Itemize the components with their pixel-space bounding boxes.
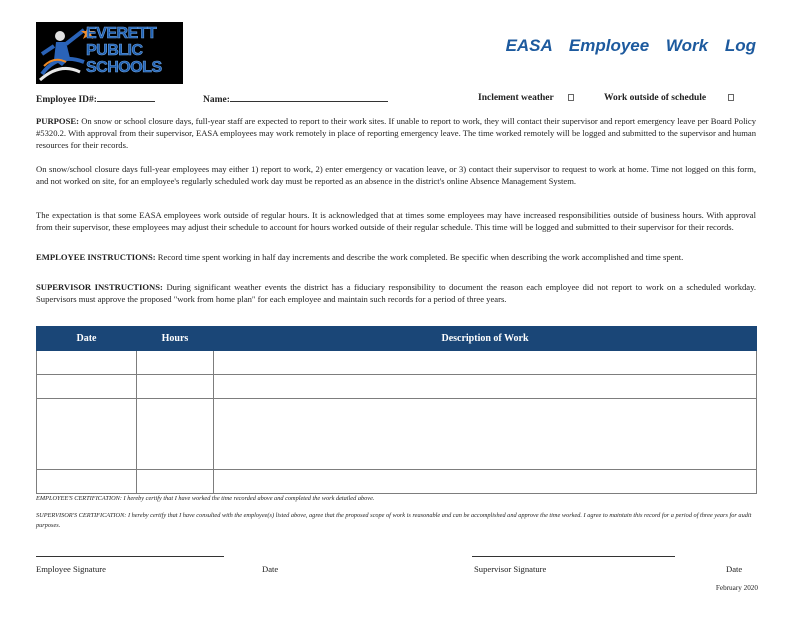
description-cell[interactable] [214, 351, 757, 375]
outside-checkbox[interactable] [728, 94, 734, 101]
work-log-table [36, 326, 757, 494]
name-field[interactable]: Name: [203, 93, 388, 105]
description-cell[interactable] [214, 375, 757, 399]
employee-signature-line[interactable] [36, 556, 224, 557]
employee-date-label: Date [262, 564, 279, 574]
date-cell[interactable] [37, 399, 137, 470]
table-row [37, 351, 757, 375]
revision-date: February 2020 [715, 584, 758, 592]
table-header-row [37, 327, 757, 351]
employee-instructions: EMPLOYEE INSTRUCTIONS: Record time spent working in half day increments and describe the work completed. Be specific when describing the work accomplished and time spent. [36, 252, 684, 262]
date-cell[interactable] [37, 375, 137, 399]
work-outside-schedule-option[interactable]: Work outside of schedule [604, 93, 734, 103]
employee-signature-label: Employee Signature [36, 564, 106, 574]
hours-cell[interactable] [137, 399, 214, 470]
logo-text: EVERETT PUBLIC SCHOOLS [86, 25, 162, 76]
purpose-section: PURPOSE: On snow or school closure days, full-year staff are expected to report to their work sites. If unable to report to work, they will contact their supervisor and report emergency leave per Board Policy #5320.2. With approval from their supervisor, EASA employees may work remotely in place of reporting emergency leave. The time worked remotely will be logged and submitted to the supervisor and human resources for their records. [36, 116, 756, 151]
inclement-checkbox[interactable] [568, 94, 574, 101]
page-title: EASA Employee Work Log [505, 36, 756, 55]
table-row [37, 470, 757, 494]
supervisor-signature-line[interactable] [472, 556, 675, 557]
supervisor-signature-label: Supervisor Signature [474, 564, 547, 574]
snow-closure-paragraph: On snow/school closure days full-year employees may either 1) report to work, 2) enter emergency or vacation leave, or 3) contact their supervisor to request to work at home. Time not logged on this form, and not worked on site, for an employee's regularly scheduled work day must be reported as an absence in the district's online Absence Management System. [36, 164, 756, 187]
supervisor-date-label: Date [726, 564, 743, 574]
hours-cell[interactable] [137, 375, 214, 399]
employee-certification: EMPLOYEE'S CERTIFICATION: I hereby certify that I have worked the time recorded above and completed the work detailed above. [36, 495, 375, 502]
table-row [37, 375, 757, 399]
employee-id-field[interactable]: Employee ID#: [36, 93, 155, 105]
date-cell[interactable] [37, 470, 137, 494]
hours-cell[interactable] [137, 351, 214, 375]
expectation-paragraph: The expectation is that some EASA employees work outside of regular hours. It is acknowledged that at times some employees may have increased responsibilities outside of business hours. With approval from their supervisor, these employees may adjust their schedule to account for hours worked outside of their regular schedule. This time will be logged and submitted to their supervisor for their records. [36, 210, 756, 233]
description-cell[interactable] [214, 399, 757, 470]
supervisor-certification: SUPERVISOR'S CERTIFICATION: I hereby certify that I have consulted with the employee(s) listed above, agree that the proposed scope of work is reasonable and can be accomplished and approve the time worked. I agree to maintain this record for a period of three years for audit purposes. [36, 512, 752, 529]
date-cell[interactable] [37, 351, 137, 375]
supervisor-instructions: SUPERVISOR INSTRUCTIONS: During significant weather events the district has a fiduciary responsibility to document the reason each employee did not report to work on a scheduled workday. Supervisors must approve the proposed "work from home plan" for each employee and maintain such records for a period of three years. [36, 282, 757, 305]
hours-column-header: Hours [137, 327, 214, 351]
description-cell[interactable] [214, 470, 757, 494]
table-row [37, 399, 757, 470]
district-logo [36, 22, 183, 84]
description-column-header: Description of Work [214, 327, 757, 351]
inclement-weather-option[interactable]: Inclement weather [478, 93, 574, 103]
date-column-header: Date [37, 327, 137, 351]
hours-cell[interactable] [137, 470, 214, 494]
